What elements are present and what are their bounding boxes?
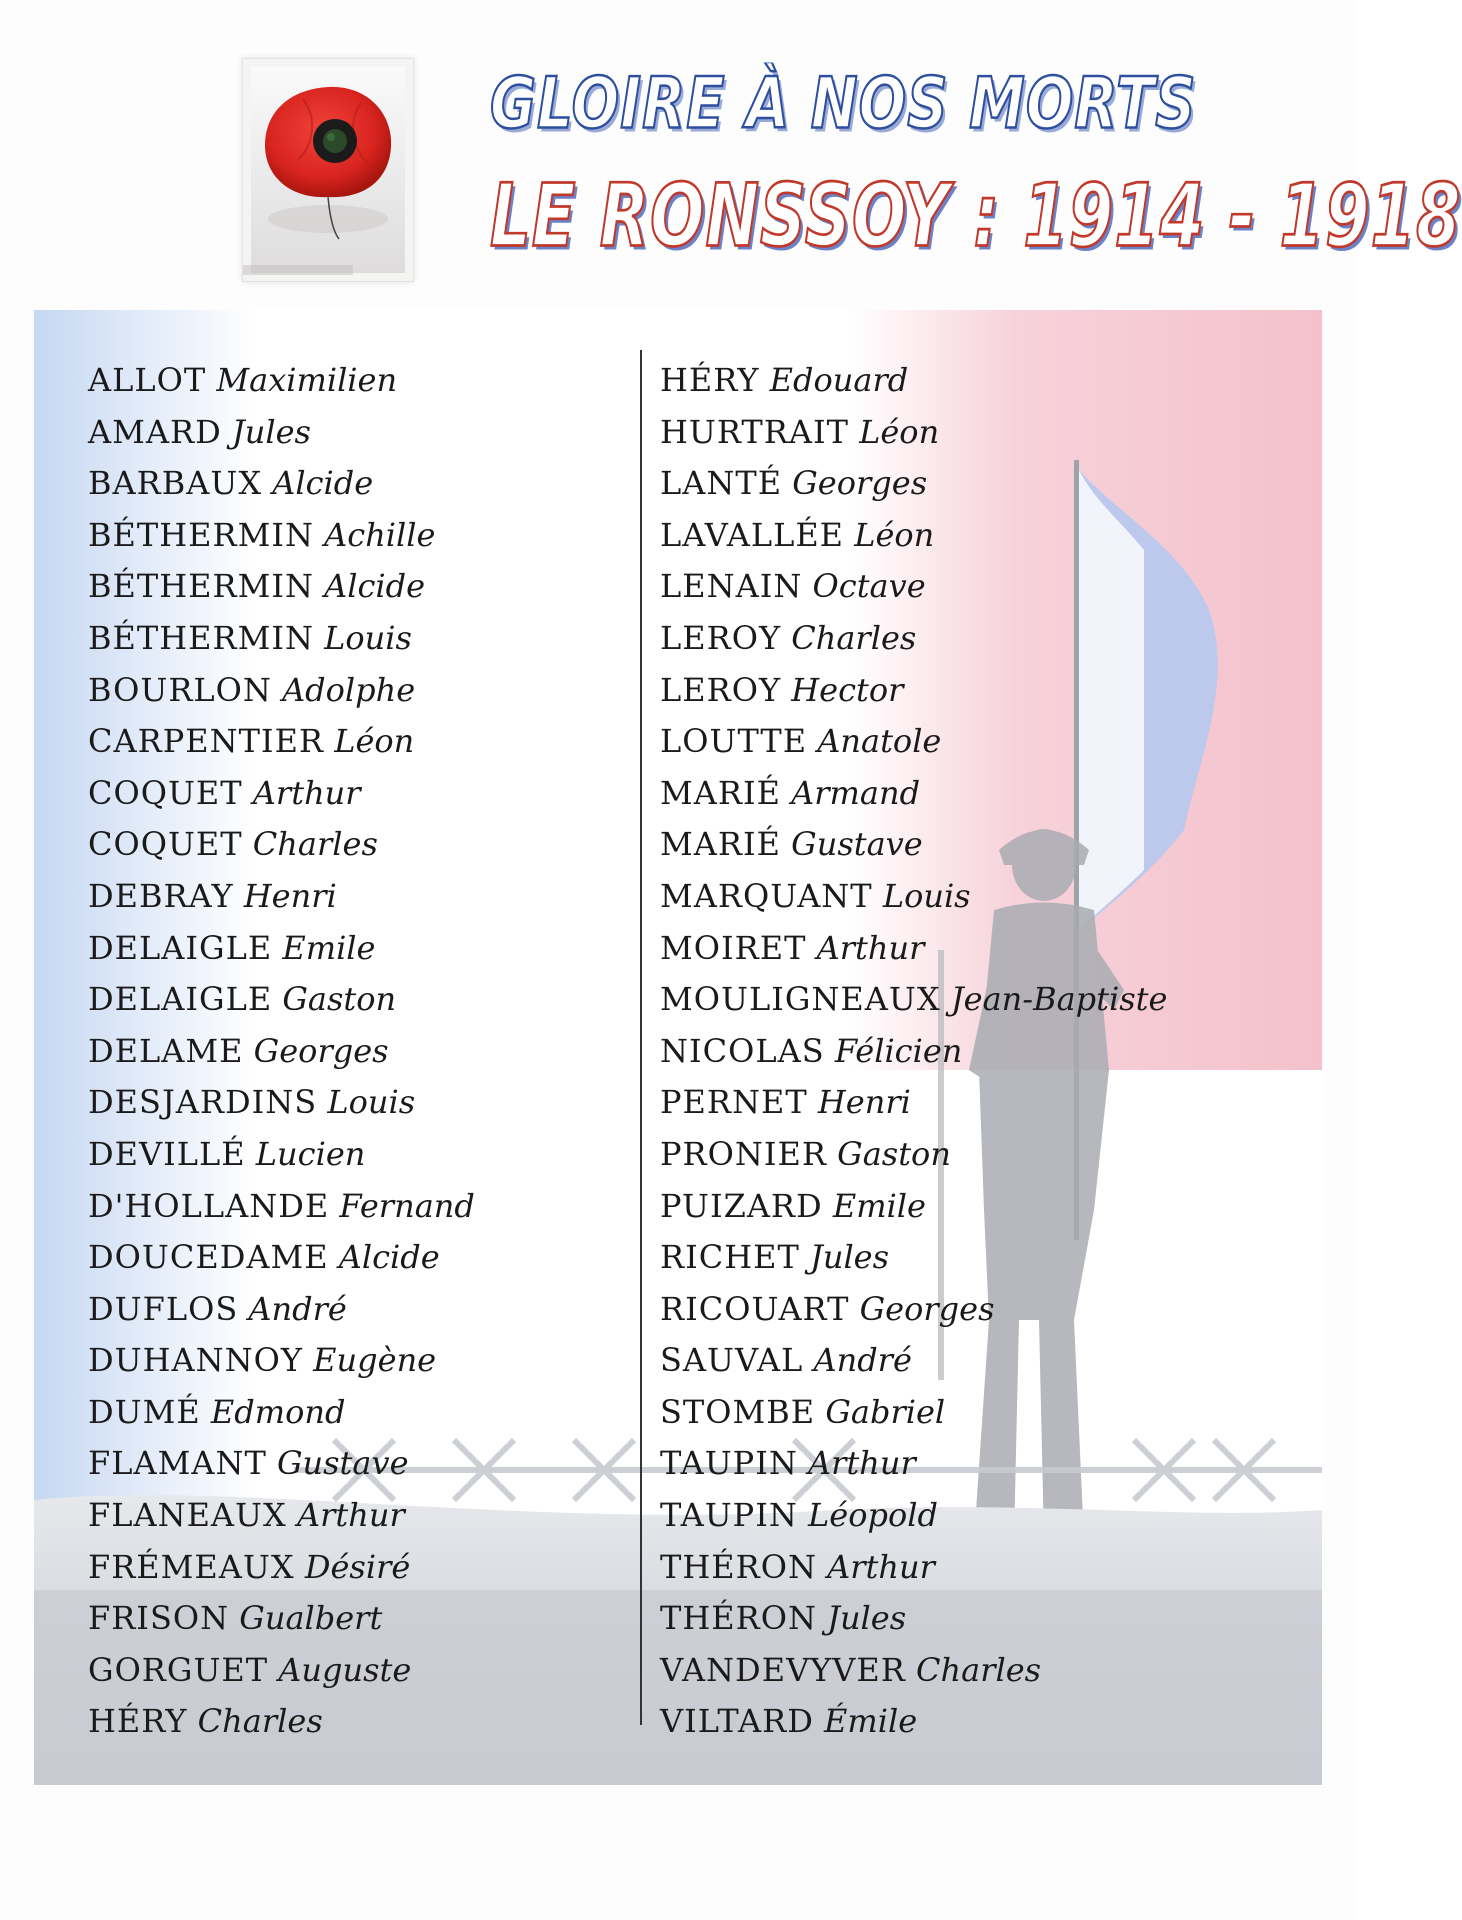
name-entry bbox=[660, 1387, 1300, 1439]
surname: CARPENTIER bbox=[88, 722, 325, 761]
surname: GORGUET bbox=[88, 1650, 269, 1689]
poppy-icon bbox=[243, 59, 413, 281]
surname: THÉRON bbox=[660, 1547, 817, 1586]
surname: PRONIER bbox=[660, 1134, 827, 1173]
given-name: Arthur bbox=[252, 773, 361, 812]
name-entry bbox=[88, 458, 628, 510]
given-name: Edmond bbox=[210, 1392, 346, 1431]
surname: RICHET bbox=[660, 1238, 800, 1277]
name-entry bbox=[88, 974, 628, 1026]
given-name: Charles bbox=[916, 1650, 1042, 1689]
name-entry bbox=[660, 510, 1300, 562]
given-name: Alcide bbox=[324, 567, 426, 606]
given-name: Henri bbox=[243, 876, 337, 915]
given-name: Louis bbox=[324, 618, 412, 657]
surname: FLAMANT bbox=[88, 1444, 267, 1483]
surname: DUFLOS bbox=[88, 1289, 239, 1328]
given-name: Félicien bbox=[834, 1031, 963, 1070]
surname: MOULIGNEAUX bbox=[660, 980, 941, 1019]
given-name: Gualbert bbox=[239, 1599, 383, 1638]
given-name: Jules bbox=[827, 1599, 907, 1638]
surname: VILTARD bbox=[660, 1702, 814, 1741]
given-name: Lucien bbox=[255, 1134, 366, 1173]
name-entry bbox=[660, 871, 1300, 923]
given-name: Edouard bbox=[769, 361, 909, 399]
poppy-photo bbox=[242, 58, 414, 282]
surname: MARIÉ bbox=[660, 825, 781, 864]
given-name: Fernand bbox=[339, 1186, 475, 1225]
name-entry bbox=[660, 1593, 1300, 1645]
name-entry bbox=[660, 458, 1300, 510]
surname: HURTRAIT bbox=[660, 412, 849, 451]
surname: DESJARDINS bbox=[88, 1083, 318, 1122]
name-entry bbox=[660, 613, 1300, 665]
name-entry bbox=[88, 1284, 628, 1336]
given-name: Henri bbox=[817, 1083, 911, 1122]
surname: FRÉMEAUX bbox=[88, 1547, 295, 1586]
surname: PUIZARD bbox=[660, 1186, 823, 1225]
given-name: Arthur bbox=[296, 1496, 405, 1535]
surname: DEBRAY bbox=[88, 876, 234, 915]
name-entry bbox=[88, 923, 628, 975]
given-name: Léon bbox=[334, 722, 415, 761]
given-name: Achille bbox=[324, 515, 436, 554]
name-entry bbox=[88, 613, 628, 665]
surname: THÉRON bbox=[660, 1599, 817, 1638]
name-entry bbox=[660, 974, 1300, 1026]
name-entry bbox=[660, 407, 1300, 459]
name-entry bbox=[88, 1077, 628, 1129]
surname: FLANEAUX bbox=[88, 1496, 287, 1535]
surname: STOMBE bbox=[660, 1392, 816, 1431]
name-entry bbox=[660, 1490, 1300, 1542]
given-name: Armand bbox=[791, 773, 921, 812]
surname: FRISON bbox=[88, 1599, 230, 1638]
given-name: Georges bbox=[859, 1289, 995, 1328]
name-entry bbox=[660, 1129, 1300, 1181]
name-entry bbox=[660, 561, 1300, 613]
surname: BÉTHERMIN bbox=[88, 618, 314, 657]
surname: ALLOT bbox=[88, 361, 207, 399]
name-entry bbox=[88, 1232, 628, 1284]
given-name: Hector bbox=[791, 670, 904, 709]
given-name: Arthur bbox=[816, 928, 925, 967]
name-entry bbox=[88, 1129, 628, 1181]
name-entry bbox=[88, 1490, 628, 1542]
name-entry bbox=[88, 1026, 628, 1078]
names-left-column bbox=[88, 355, 628, 1748]
given-name: Eugène bbox=[313, 1341, 437, 1380]
surname: COQUET bbox=[88, 773, 243, 812]
surname: RICOUART bbox=[660, 1289, 850, 1328]
surname: BÉTHERMIN bbox=[88, 515, 314, 554]
title-line-2: LE RONSSOY : 1914 - 1918 bbox=[490, 167, 1462, 267]
given-name: Jules bbox=[810, 1238, 890, 1277]
given-name: Gustave bbox=[791, 825, 923, 864]
surname: COQUET bbox=[88, 825, 243, 864]
surname: LAVALLÉE bbox=[660, 515, 845, 554]
title-line-1: GLOIRE À NOS MORTS bbox=[490, 63, 1197, 146]
given-name: Émile bbox=[824, 1702, 918, 1741]
given-name: Emile bbox=[832, 1186, 926, 1225]
given-name: Georges bbox=[792, 464, 928, 503]
surname: MARQUANT bbox=[660, 876, 873, 915]
name-entry bbox=[88, 819, 628, 871]
surname: DEVILLÉ bbox=[88, 1134, 246, 1173]
surname: TAUPIN bbox=[660, 1496, 798, 1535]
name-entry bbox=[88, 355, 628, 407]
given-name: Léon bbox=[854, 515, 935, 554]
given-name: Gustave bbox=[276, 1444, 409, 1483]
given-name: Charles bbox=[197, 1702, 323, 1741]
surname: DUHANNOY bbox=[88, 1341, 303, 1380]
name-entry bbox=[88, 768, 628, 820]
surname: MOIRET bbox=[660, 928, 807, 967]
given-name: Emile bbox=[282, 928, 376, 967]
name-entry bbox=[88, 716, 628, 768]
surname: BOURLON bbox=[88, 670, 272, 709]
given-name: Georges bbox=[253, 1031, 389, 1070]
surname: PERNET bbox=[660, 1083, 808, 1122]
name-entry bbox=[88, 665, 628, 717]
given-name: Charles bbox=[791, 618, 917, 657]
name-entry bbox=[660, 665, 1300, 717]
column-divider bbox=[640, 350, 642, 1725]
surname: SAUVAL bbox=[660, 1341, 804, 1380]
surname: LEROY bbox=[660, 670, 782, 709]
name-entry bbox=[88, 1181, 628, 1233]
surname: LEROY bbox=[660, 618, 782, 657]
given-name: Gabriel bbox=[825, 1392, 946, 1431]
name-entry bbox=[660, 1438, 1300, 1490]
name-entry bbox=[88, 871, 628, 923]
name-entry bbox=[660, 1335, 1300, 1387]
name-entry bbox=[88, 1696, 628, 1748]
name-entry bbox=[660, 1181, 1300, 1233]
name-entry bbox=[660, 1542, 1300, 1594]
given-name: Auguste bbox=[278, 1650, 412, 1689]
surname: LOUTTE bbox=[660, 722, 808, 761]
given-name: André bbox=[813, 1341, 912, 1380]
surname: HÉRY bbox=[660, 361, 760, 399]
name-entry bbox=[660, 768, 1300, 820]
name-entry bbox=[88, 1335, 628, 1387]
name-entry bbox=[660, 716, 1300, 768]
name-entry bbox=[660, 1645, 1300, 1697]
name-entry bbox=[660, 1232, 1300, 1284]
name-entry bbox=[660, 355, 1300, 407]
given-name: Louis bbox=[327, 1083, 416, 1122]
surname: D'HOLLANDE bbox=[88, 1186, 330, 1225]
given-name: Gaston bbox=[282, 980, 397, 1019]
surname: VANDEVYVER bbox=[660, 1650, 906, 1689]
surname: DELAIGLE bbox=[88, 928, 273, 967]
given-name: Charles bbox=[252, 825, 378, 864]
given-name: Léon bbox=[859, 412, 940, 451]
given-name: Maximilien bbox=[216, 361, 398, 399]
surname: HÉRY bbox=[88, 1702, 188, 1741]
name-entry bbox=[88, 407, 628, 459]
surname: DELAME bbox=[88, 1031, 244, 1070]
given-name: Arthur bbox=[808, 1444, 916, 1483]
given-name: Jules bbox=[231, 412, 311, 451]
name-entry bbox=[660, 1077, 1300, 1129]
given-name: Léopold bbox=[808, 1496, 938, 1535]
name-entry bbox=[88, 1593, 628, 1645]
given-name: Alcide bbox=[338, 1238, 440, 1277]
name-entry bbox=[88, 510, 628, 562]
surname: BÉTHERMIN bbox=[88, 567, 314, 606]
given-name: Anatole bbox=[817, 722, 942, 761]
surname: LANTÉ bbox=[660, 464, 783, 503]
given-name: Alcide bbox=[272, 464, 374, 503]
surname: BARBAUX bbox=[88, 464, 263, 503]
given-name: Octave bbox=[812, 567, 926, 606]
name-entry bbox=[88, 1438, 628, 1490]
name-entry bbox=[88, 1645, 628, 1697]
name-entry bbox=[88, 1387, 628, 1439]
given-name: Désiré bbox=[304, 1547, 411, 1586]
name-entry bbox=[88, 561, 628, 613]
name-entry bbox=[660, 1026, 1300, 1078]
name-entry bbox=[88, 1542, 628, 1594]
surname: AMARD bbox=[88, 412, 222, 451]
name-entry bbox=[660, 1696, 1300, 1748]
name-entry bbox=[660, 1284, 1300, 1336]
surname: DELAIGLE bbox=[88, 980, 273, 1019]
given-name: André bbox=[248, 1289, 347, 1328]
surname: MARIÉ bbox=[660, 773, 781, 812]
surname: DUMÉ bbox=[88, 1392, 201, 1431]
surname: NICOLAS bbox=[660, 1031, 825, 1070]
name-entry bbox=[660, 923, 1300, 975]
surname: DOUCEDAME bbox=[88, 1238, 329, 1277]
given-name: Jean-Baptiste bbox=[950, 980, 1168, 1019]
given-name: Louis bbox=[882, 876, 971, 915]
surname: LENAIN bbox=[660, 567, 803, 606]
name-entry bbox=[660, 819, 1300, 871]
given-name: Arthur bbox=[827, 1547, 935, 1586]
surname: TAUPIN bbox=[660, 1444, 798, 1483]
given-name: Gaston bbox=[837, 1134, 951, 1173]
given-name: Adolphe bbox=[282, 670, 416, 709]
names-right-column bbox=[660, 355, 1300, 1748]
